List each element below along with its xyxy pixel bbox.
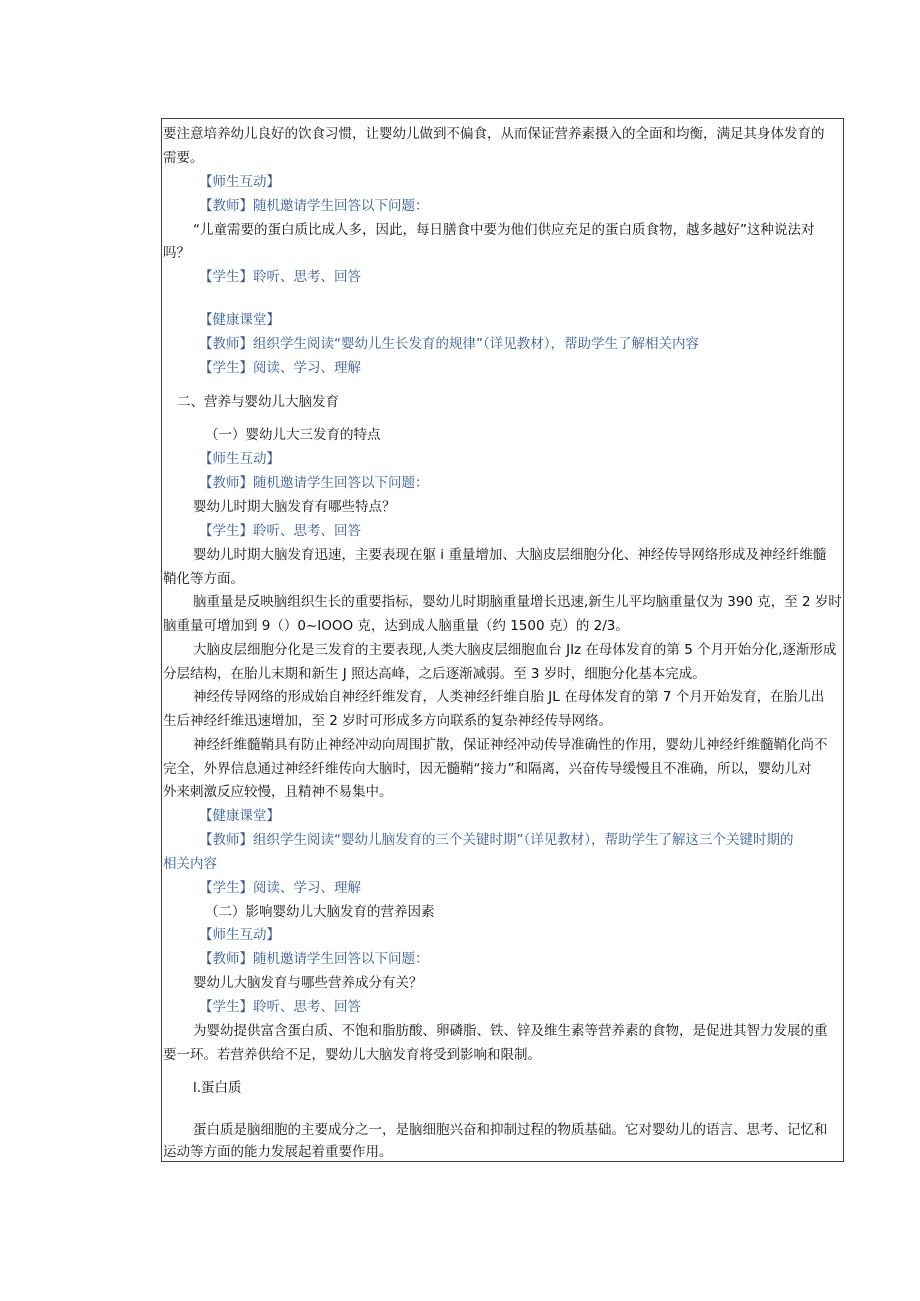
paragraph-line: 生后神经纤维迅速增加，至 2 岁时可形成多方向联系的复杂神经传导网络。: [163, 713, 613, 729]
question-line: 婴幼儿大脑发育与哪些营养成分有关？: [193, 975, 423, 991]
interaction-header: 【师生互动】: [199, 927, 280, 943]
health-class-header: 【健康课堂】: [199, 808, 280, 824]
paragraph-line: 脑重量可增加到 9（）0~IOOO 克，达到成人脑重量（约 1500 克）的 2/3。: [163, 618, 629, 634]
paragraph-line: 完全，外界信息通过神经纤维传向大脑时，因无髓鞘“接力”和隔离，兴奋传导缓慢且不准确，所以，婴幼儿对: [163, 761, 812, 777]
teacher-line: 【教师】随机邀请学生回答以下问题：: [199, 475, 429, 491]
section-title: 二、营养与婴幼儿大脑发育: [177, 394, 339, 410]
subsection-title: （二）影响婴幼儿大脑发育的营养因素: [205, 904, 435, 920]
paragraph-line: 大脑皮层细胞分化是三发育的主要表现,人类大脑皮层细胞血台 JIz 在母体发育的第 5 个月开始分化,逐渐形成: [193, 642, 837, 658]
paragraph-line: 运动等方面的能力发展起着重要作用。: [163, 1144, 393, 1160]
question-line: “儿童需要的蛋白质比成人多，因此，每日膳食中要为他们供应充足的蛋白质食物，越多越好”这种说法对: [193, 222, 815, 238]
student-line: 【学生】阅读、学习、理解: [199, 360, 361, 376]
paragraph-line: 外来刺激反应较慢，且精神不易集中。: [163, 784, 393, 800]
paragraph-line: 蛋白质是脑细胞的主要成分之一，是脑细胞兴奋和抑制过程的物质基础。它对婴幼儿的语言、思考、记忆和: [193, 1122, 828, 1138]
question-line: 婴幼儿时期大脑发育有哪些特点？: [193, 499, 396, 515]
paragraph-line: 为婴幼提供富含蛋白质、不饱和脂肪酸、卵磷脂、铁、锌及维生素等营养素的食物，是促进其智力发展的重: [193, 1023, 828, 1039]
paragraph-line: 鞘化等方面。: [163, 571, 244, 587]
paragraph-line: 神经纤维髓鞘具有防止神经冲动向周围扩散，保证神经冲动传导准确性的作用，婴幼儿神经纤维髓鞘化尚不: [193, 737, 828, 753]
item-title: l.蛋白质: [193, 1080, 242, 1096]
paragraph-line: 要一环。若营养供给不足，婴幼儿大脑发育将受到影响和限制。: [163, 1047, 541, 1063]
student-line: 【学生】聆听、思考、回答: [199, 999, 361, 1015]
interaction-header: 【师生互动】: [199, 451, 280, 467]
teacher-line: 【教师】随机邀请学生回答以下问题：: [199, 951, 429, 967]
interaction-header: 【师生互动】: [199, 174, 280, 190]
student-line: 【学生】聆听、思考、回答: [199, 523, 361, 539]
paragraph-line: 分层结构，在胎儿末期和新生 J 照达高峰，之后逐渐减弱。至 3 岁时，细胞分化基本完成。: [163, 666, 706, 682]
student-line: 【学生】聆听、思考、回答: [199, 269, 361, 285]
teacher-line: 【教师】组织学生阅读“婴幼儿脑发育的三个关键时期”（详见教材），帮助学生了解这三个关键时期的: [199, 832, 794, 848]
question-line: 吗？: [163, 245, 190, 261]
paragraph-line: 脑重量是反映脑组织生长的重要指标，婴幼儿时期脑重量增长迅速,新生儿平均脑重量仅为 390 克，至 2 岁时: [193, 594, 842, 610]
health-class-header: 【健康课堂】: [199, 312, 280, 328]
subsection-title: （一）婴幼儿大三发育的特点: [205, 427, 381, 443]
paragraph-line: 需要。: [163, 150, 204, 166]
paragraph-line: 神经传导网络的形成始自神经纤维发育，人类神经纤维自胎 JL 在母体发育的第 7 个月开始发育，在胎儿出: [193, 689, 825, 705]
paragraph-line: 婴幼儿时期大脑发育迅速，主要表现在躯 i 重量增加、大脑皮层细胞分化、神经传导网络形成及神经纤维髓: [193, 547, 827, 563]
teacher-line: 【教师】随机邀请学生回答以下问题：: [199, 198, 429, 214]
teacher-line: 相关内容: [163, 856, 217, 872]
teacher-line: 【教师】组织学生阅读“婴幼儿生长发育的规律”（详见教材），帮助学生了解相关内容: [199, 336, 699, 352]
paragraph-line: 要注意培养幼儿良好的饮食习惯，让婴幼儿做到不偏食，从而保证营养素摄入的全面和均衡，满足其身体发育的: [163, 126, 825, 142]
student-line: 【学生】阅读、学习、理解: [199, 880, 361, 896]
